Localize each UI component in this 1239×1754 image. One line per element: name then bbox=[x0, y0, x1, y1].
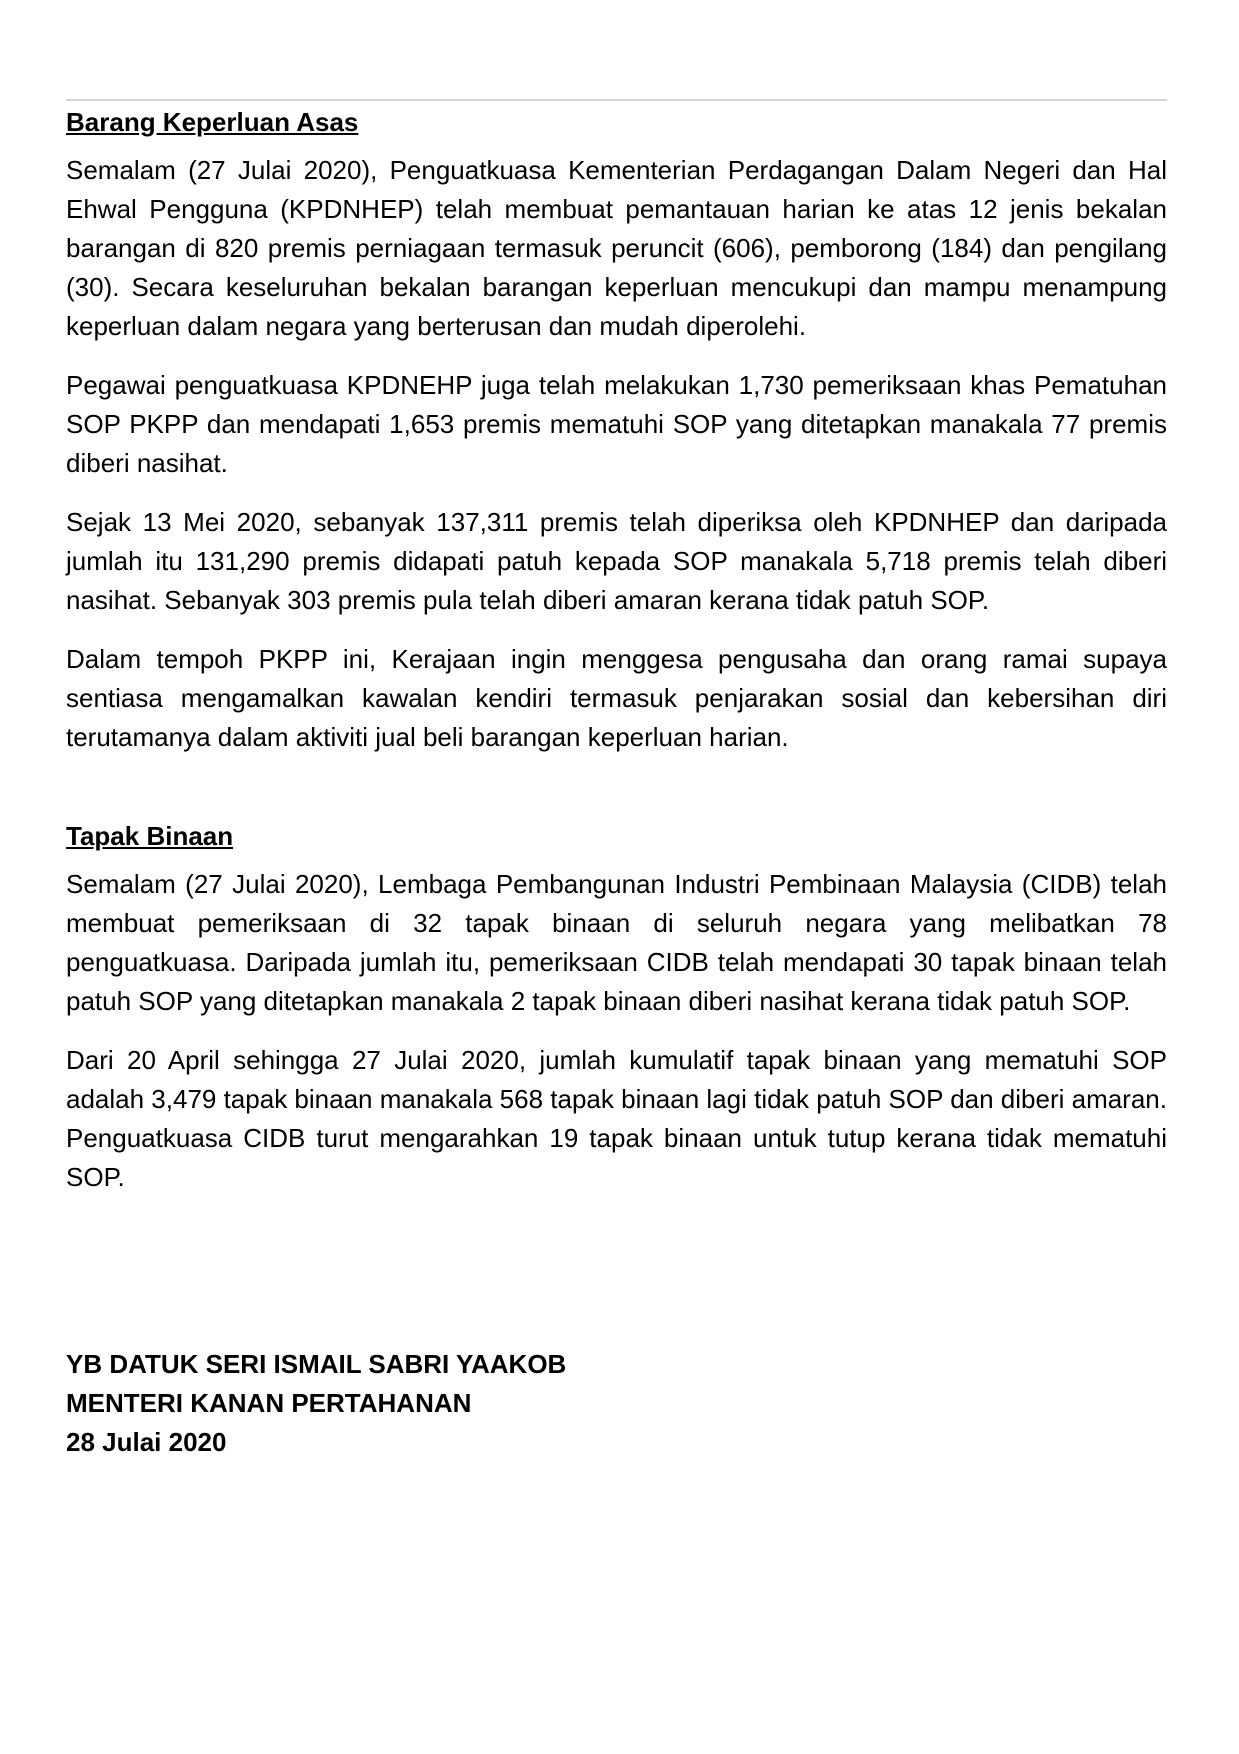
paragraph-sop-pkpp-checks: Pegawai penguatkuasa KPDNEHP juga telah melakukan 1,730 pemeriksaan khas Pematuhan SOP PKPP dan mendapati 1,653 premis mematuhi SOP yang ditetapkan manakala 77 premis diberi nasihat. bbox=[66, 370, 1167, 478]
section-heading-tapak-binaan: Tapak Binaan bbox=[66, 821, 234, 851]
signature-date: 28 Julai 2020 bbox=[66, 1427, 227, 1457]
paragraph-cumulative-premises: Sejak 13 Mei 2020, sebanyak 137,311 premis telah diperiksa oleh KPDNHEP dan daripada jumlah itu 131,290 premis didapati patuh kepada SOP manakala 5,718 premis telah diberi nasihat. Sebanyak 303 premis pula telah diberi amaran kerana tidak patuh SOP. bbox=[66, 507, 1167, 615]
signature-block bbox=[66, 1345, 1167, 1462]
section-heading-barang-keperluan-asas: Barang Keperluan Asas bbox=[66, 107, 359, 137]
signatory-title: MENTERI KANAN PERTAHANAN bbox=[66, 1388, 472, 1418]
paragraph-cidb-inspections: Semalam (27 Julai 2020), Lembaga Pembangunan Industri Pembinaan Malaysia (CIDB) telah membuat pemeriksaan di 32 tapak binaan di seluruh negara yang melibatkan 78 penguatkuasa. Daripada jumlah itu, pemeriksaan CIDB telah mendapati 30 tapak binaan telah patuh SOP yang ditetapkan manakala 2 tapak binaan diberi nasihat kerana tidak patuh SOP. bbox=[66, 869, 1167, 1016]
paragraph-cidb-cumulative: Dari 20 April sehingga 27 Julai 2020, jumlah kumulatif tapak binaan yang mematuhi SOP adalah 3,479 tapak binaan manakala 568 tapak binaan lagi tidak patuh SOP dan diberi amaran. Penguatkuasa CIDB turut mengarahkan 19 tapak binaan untuk tutup kerana tidak mematuhi SOP. bbox=[66, 1045, 1167, 1192]
signatory-name: YB DATUK SERI ISMAIL SABRI YAAKOB bbox=[66, 1349, 567, 1379]
header-separator-line bbox=[66, 99, 1167, 101]
paragraph-kpdnhep-monitoring: Semalam (27 Julai 2020), Penguatkuasa Kementerian Perdagangan Dalam Negeri dan Hal Ehwal Pengguna (KPDNHEP) telah membuat pemantauan harian ke atas 12 jenis bekalan barangan di 820 premis perniagaan termasuk peruncit (606), pemborong (184) dan pengilang (30). Secara keseluruhan bekalan barangan keperluan mencukupi dan mampu menampung keperluan dalam negara yang berterusan dan mudah diperolehi. bbox=[66, 155, 1167, 341]
paragraph-pkpp-advice: Dalam tempoh PKPP ini, Kerajaan ingin menggesa pengusaha dan orang ramai supaya sentiasa mengamalkan kawalan kendiri termasuk penjarakan sosial dan kebersihan diri terutamanya dalam aktiviti jual beli barangan keperluan harian. bbox=[66, 644, 1167, 752]
